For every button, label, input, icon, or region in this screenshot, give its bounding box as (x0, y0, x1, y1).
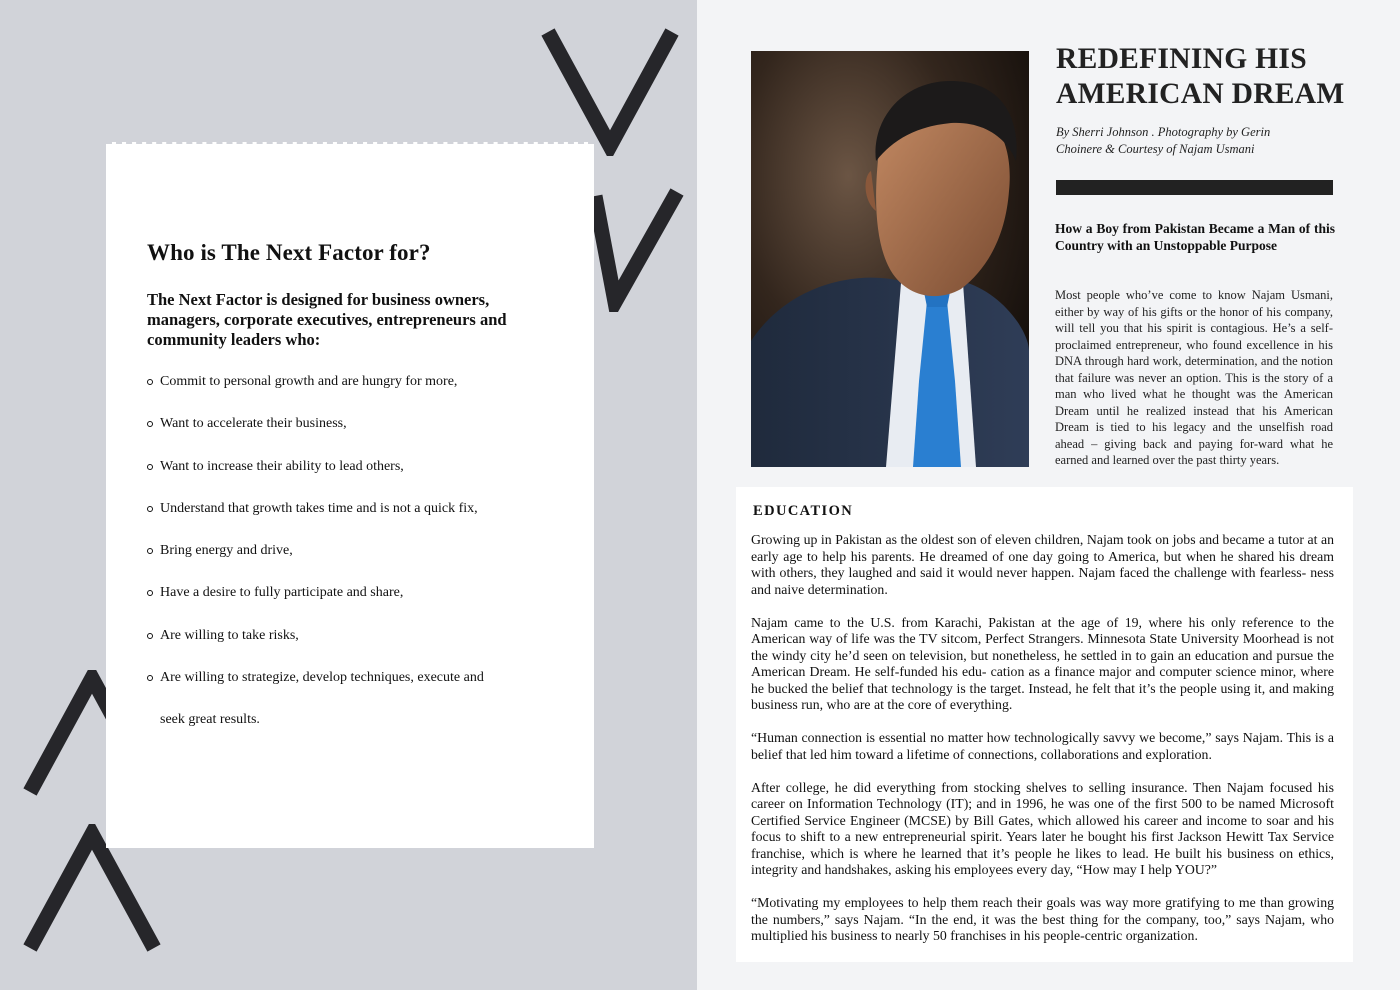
list-item: Understand that growth takes time and is not a quick fix, (147, 500, 567, 542)
left-page (0, 0, 697, 990)
body-paragraph: Najam came to the U.S. from Karachi, Pakistan at the age of 19, where his only reference to the American way of life was the TV sitcom, Perfect Strangers. Minnesota State University Moorhead is not the windy city he’d seen on television, but nonetheless, he settled in to gain an education and pursue the American Dream. He self-funded his edu- cation as a finance major and computer science minor, where he bucked the belief that technology is the target. Instead, he felt that it’s the people using it, and making business run, who are at the core of everything. (751, 614, 1334, 712)
divider-bar (1056, 180, 1333, 195)
portrait-photo (751, 51, 1029, 467)
lead-paragraph: Most people who’ve come to know Najam Usmani, either by way of his gifts or the honor of his company, will tell you that his spirit is contagious. He’s a self-proclaimed entrepreneur, who found excellence in his DNA through hard work, determination, and the notion that failure was never an option. This is the story of a man who lived what he thought was the American Dream until he realized instead that his American Dream is tied to his legacy and the unselfish road ahead – giving back and paying for-ward what he earned and learned over the past thirty years. (1055, 288, 1333, 467)
audience-list (147, 373, 567, 754)
byline: By Sherri Johnson . Photography by Gerin Choinere & Courtesy of Najam Usmani (1056, 125, 1271, 156)
bullet-icon (147, 421, 153, 427)
list-item: Bring energy and drive, (147, 542, 567, 584)
education-section (736, 487, 1353, 962)
chevron-down-icon (585, 188, 685, 312)
chevron-down-icon (538, 28, 683, 156)
section-heading: EDUCATION (753, 503, 854, 519)
bullet-icon (147, 548, 153, 554)
education-body (751, 532, 1334, 961)
card-intro: The Next Factor is designed for business owners, managers, corporate executives, entrepreneurs and community leaders who: (147, 290, 507, 349)
list-item: Want to increase their ability to lead others, (147, 458, 567, 500)
list-item: Have a desire to fully participate and share, (147, 584, 567, 626)
article-headline: REDEFINING HIS AMERICAN DREAM (1056, 43, 1345, 110)
article-subhead: How a Boy from Pakistan Became a Man of this Country with an Unstoppable Purpose (1055, 221, 1335, 253)
bullet-icon (147, 506, 153, 512)
body-paragraph: After college, he did everything from stocking shelves to selling insurance. Then Najam focused his career on Information Technology (IT); and in 1996, he was one of the first 500 to be named Microsoft Certified Service Engineer (MCSE) by Bill Gates, which allowed his career and income to soar and his focus to shift to a new entrepreneurial spirit. Years later he bought his first Jackson Hewitt Tax Service franchise, which is where he learned that it’s people he likes to lead. He built his business on ethics, integrity and handshakes, asking his employees every day, “How may I help YOU?” (751, 779, 1334, 877)
bullet-icon (147, 633, 153, 639)
list-item: Want to accelerate their business, (147, 415, 567, 457)
list-item: Are willing to take risks, (147, 627, 567, 669)
bullet-icon (147, 590, 153, 596)
body-paragraph: “Motivating my employees to help them reach their goals was way more gratifying to me than growing the numbers,” says Najam. “In the end, it was the best thing for the company, too,” says Najam, who multiplied his business to nearly 50 franchises in his people-centric organization. (751, 895, 1334, 943)
card-title: Who is The Next Factor for? (147, 240, 431, 265)
bullet-icon (147, 675, 153, 681)
target-audience-card (106, 142, 594, 848)
chevron-up-icon (20, 670, 120, 800)
list-item: Commit to personal growth and are hungry for more, (147, 373, 567, 415)
bullet-icon (147, 379, 153, 385)
body-paragraph: Growing up in Pakistan as the oldest son of eleven children, Najam took on jobs and became a tutor at an early age to help his parents. He dreamed of one day going to America, but when he shared his dream with others, they laughed and said it would never happen. Najam faced the challenge with fearless- ness and naive determination. (751, 532, 1334, 597)
list-item: Are willing to strategize, develop techniques, execute and (147, 669, 567, 711)
bullet-icon (147, 464, 153, 470)
list-item-continuation: seek great results. (160, 712, 260, 728)
right-page (697, 0, 1400, 990)
portrait-illustration (751, 51, 1029, 467)
body-paragraph: “Human connection is essential no matter how technologically savvy we become,” says Najam. This is a belief that led him toward a lifetime of connections, collaborations and exploration. (751, 730, 1334, 762)
